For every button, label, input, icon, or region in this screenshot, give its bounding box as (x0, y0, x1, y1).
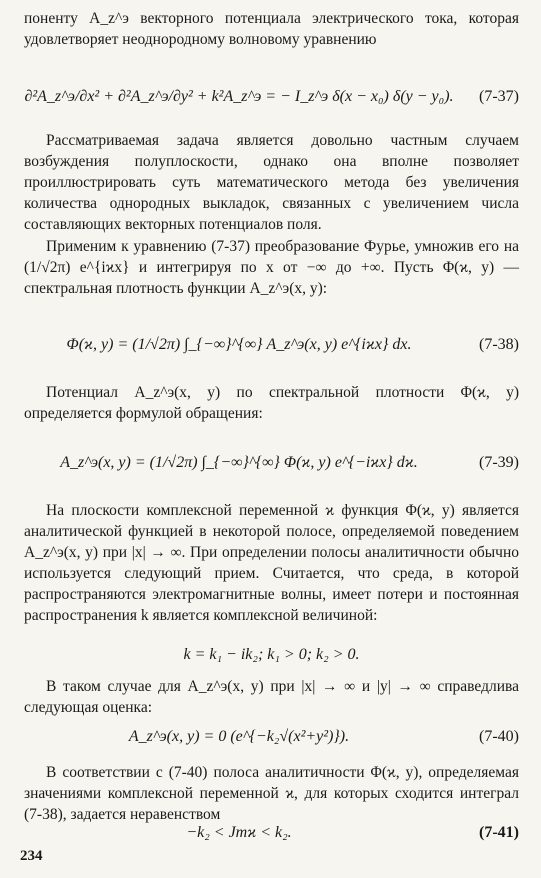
paragraph-2: Рассматриваемая задача является довольно частным случаем возбуждения полуплоскости, однако она вполне позволяет проиллюстрировать суть математического метода без увеличения количества однородных выкладок, связанных с увеличением числа составляющих векторных потенциалов поля. (24, 132, 519, 233)
equation-7-39-expr: A_z^э(x, y) = (1/√2π) ∫_{−∞}^{∞} Φ(ϰ, y) e^{−iϰx} dϰ. (60, 454, 418, 471)
equation-k (24, 644, 519, 670)
equation-7-41-number: (7-41) (479, 824, 519, 841)
equation-7-37 (24, 86, 519, 112)
paragraph-3: Применим к уравнению (7-37) преобразование Фурье, умножив его на (1/√2π) e^{iϰx} и интегрируя по x от −∞ до +∞. Пусть Φ(ϰ, y) — спектральная плотность функции A_z^э(x, y): (24, 238, 519, 297)
equation-7-39-number: (7-39) (479, 454, 519, 471)
paragraph-5: На плоскости комплексной переменной ϰ функция Φ(ϰ, y) является аналитической функцией в некоторой полосе, определяемой поведением A_z^э(x, y) при |x| → ∞. При определении полосы аналитичности обычно используется следующий прием. Считается, что среда, в которой распространяются электромагнитные волны, имеет потери и постоянная распространения k является комплексной величиной: (24, 502, 519, 624)
equation-7-40 (24, 726, 519, 752)
page-number: 234 (20, 848, 43, 864)
equation-7-39 (24, 452, 519, 478)
paragraph-1: поненту A_z^э векторного потенциала электрического тока, которая удовлетворяет неоднородному волновому уравнению (24, 10, 519, 48)
equation-7-41-expr: −k₂ < Jmϰ < k₂. (186, 824, 292, 841)
equation-7-37-expr: ∂²A_z^э/∂x² + ∂²A_z^э/∂y² + k²A_z^э = − I_z^э δ(x − x₀) δ(y − y₀). (24, 88, 454, 105)
paragraph-6: В таком случае для A_z^э(x, y) при |x| → ∞ и |y| → ∞ справедлива следующая оценка: (24, 678, 519, 716)
equation-7-37-number: (7-37) (479, 88, 519, 105)
equation-k-expr: k = k₁ − ik₂; k₁ > 0; k₂ > 0. (183, 646, 360, 663)
paragraph-4: Потенциал A_z^э(x, y) по спектральной плотности Φ(ϰ, y) определяется формулой обращения: (24, 384, 519, 422)
equation-7-38-number: (7-38) (479, 336, 519, 353)
equation-7-40-expr: A_z^э(x, y) = 0 (e^{−k₂√(x²+y²)}). (128, 728, 350, 745)
equation-7-41 (24, 822, 519, 848)
equation-7-38 (24, 334, 519, 360)
equation-7-38-expr: Φ(ϰ, y) = (1/√2π) ∫_{−∞}^{∞} A_z^э(x, y) e^{iϰx} dx. (66, 336, 412, 353)
paragraph-7: В соответствии с (7-40) полоса аналитичности Φ(ϰ, y), определяемая значениями комплексной переменной ϰ, для которых сходится интеграл (7-38), задается неравенством (24, 764, 519, 823)
equation-7-40-number: (7-40) (479, 728, 519, 745)
